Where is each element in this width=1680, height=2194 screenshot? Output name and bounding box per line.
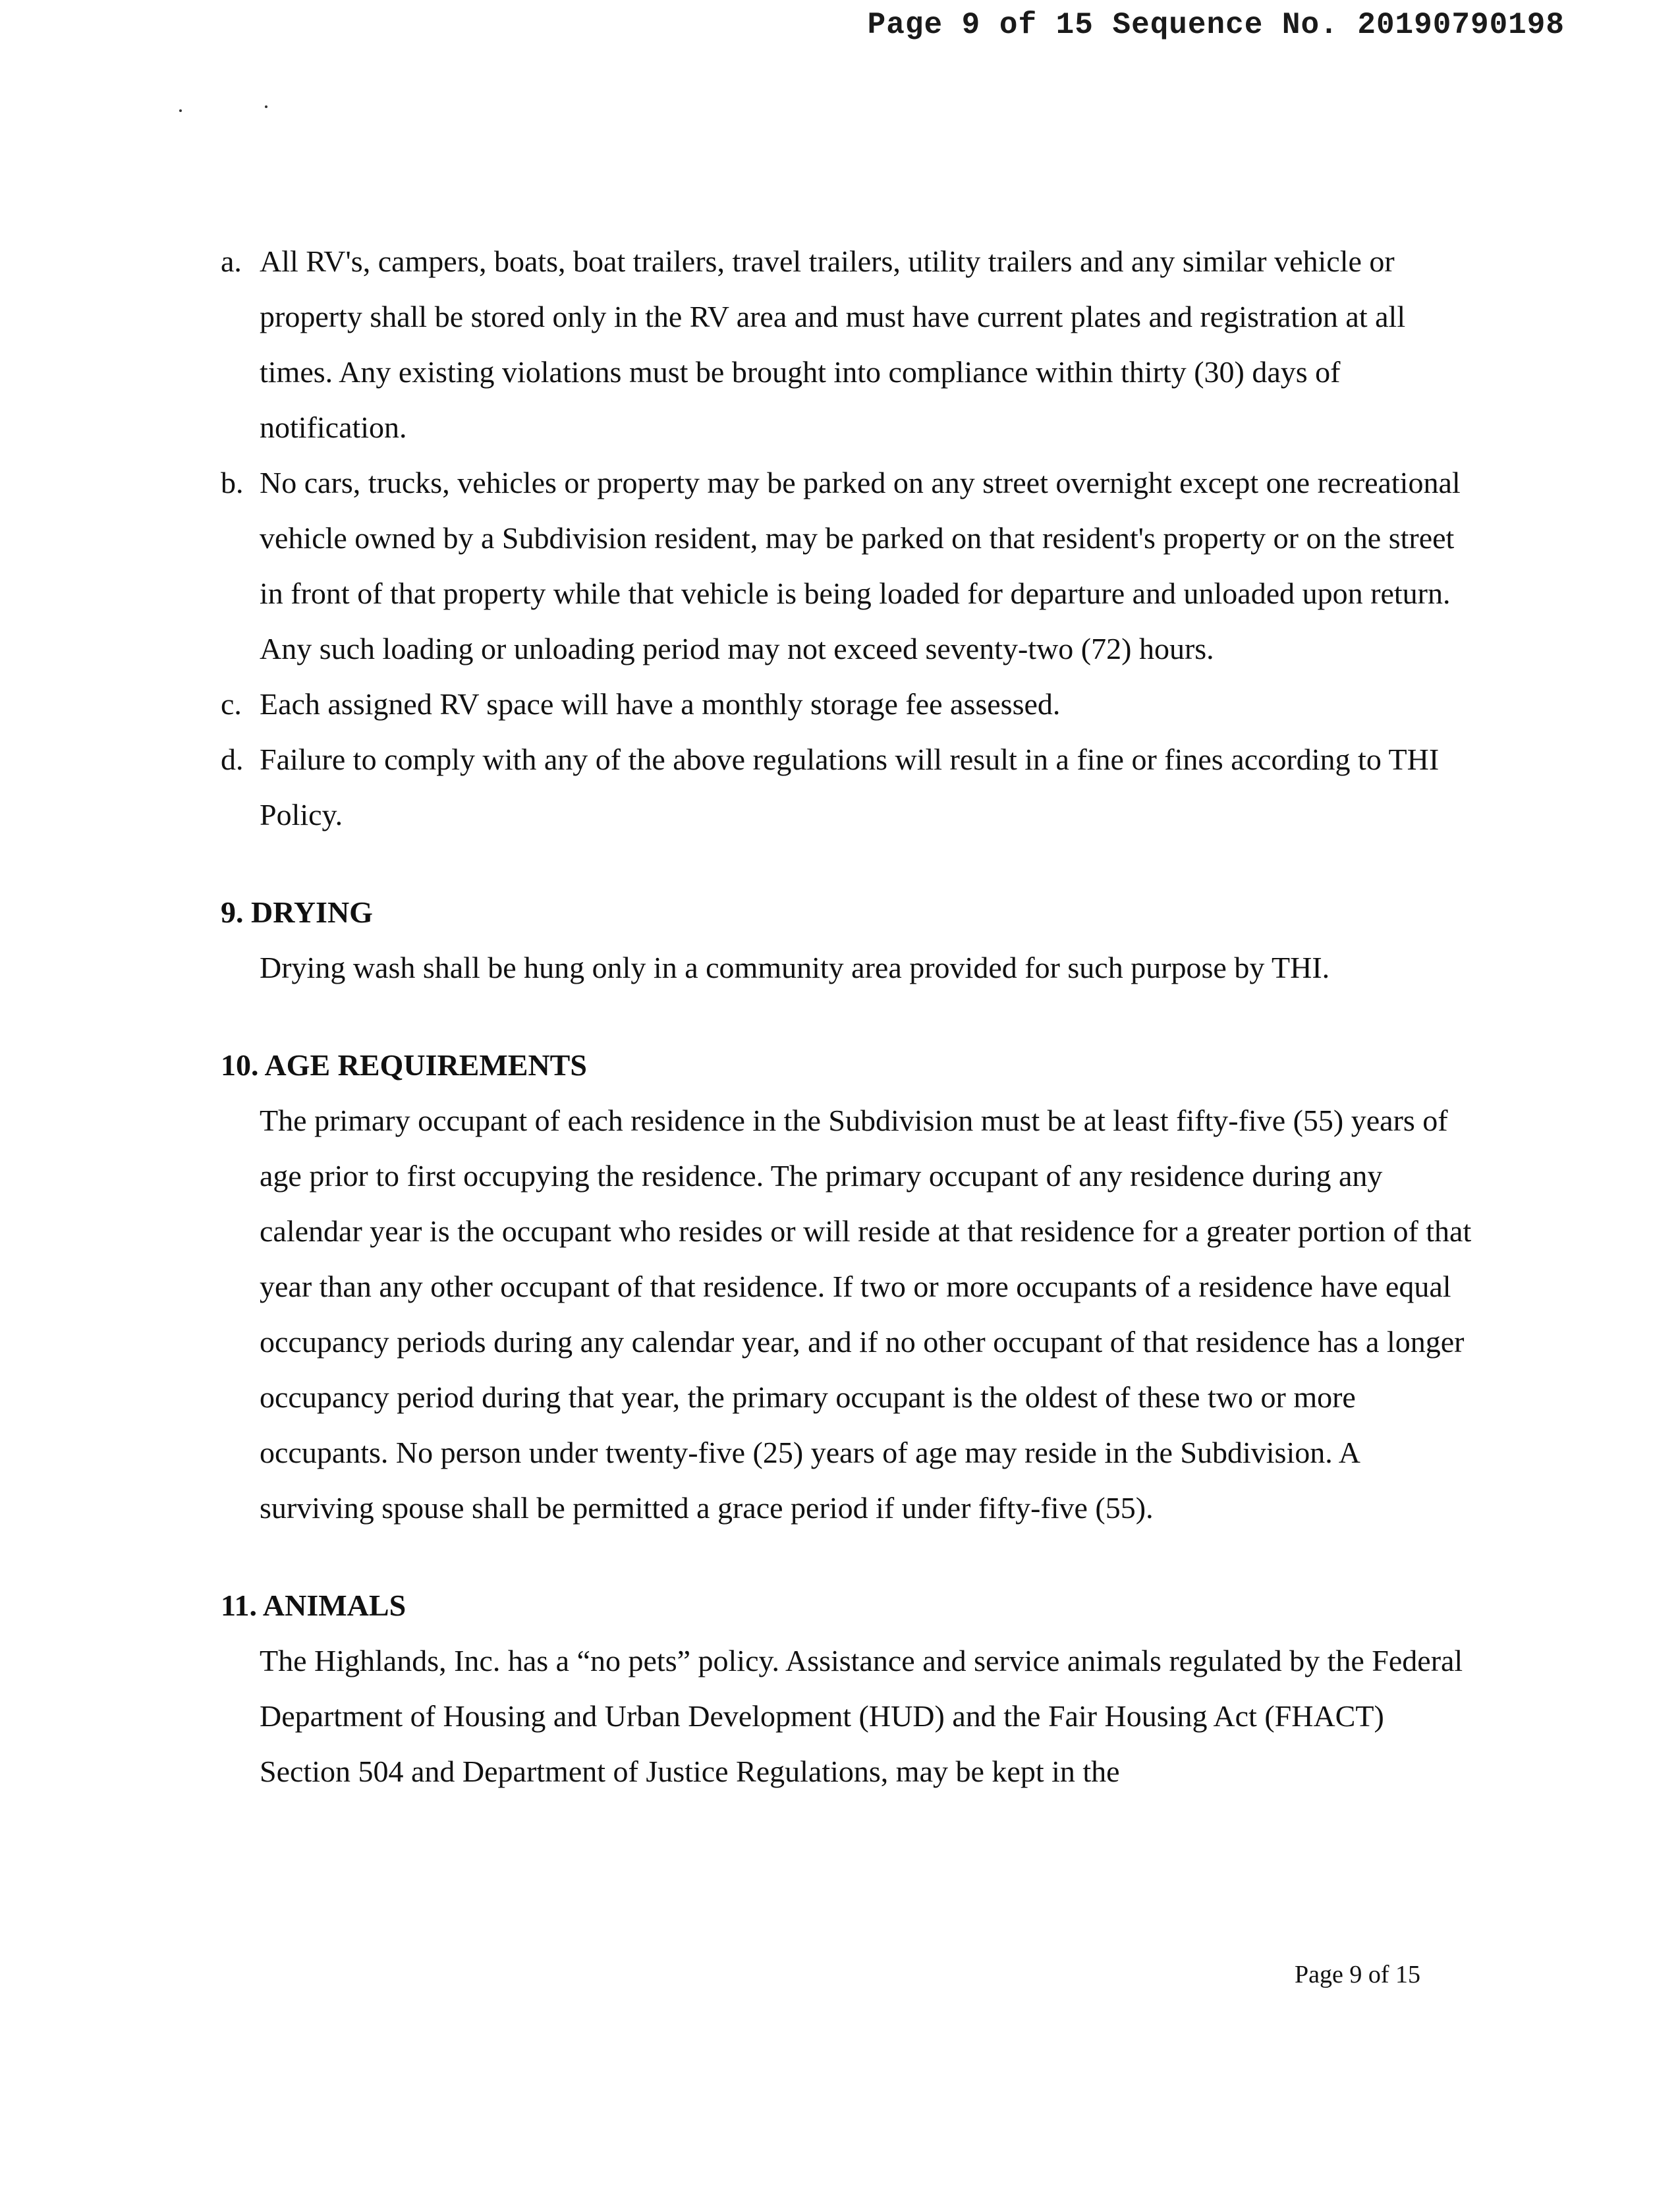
rv-regulations-list xyxy=(221,234,1472,843)
scan-speck xyxy=(265,105,267,108)
section-age-requirements xyxy=(221,1038,1472,1536)
footer-page-number: Page 9 of 15 xyxy=(1295,1961,1421,1988)
list-item-c xyxy=(221,677,1472,732)
list-item-text: Each assigned RV space will have a monthly storage fee assessed. xyxy=(260,687,1061,721)
list-item-text: Failure to comply with any of the above regulations will result in a fine or fines according to THI Policy. xyxy=(260,743,1440,831)
header-sequence-stamp: Page 9 of 15 Sequence No. 20190790198 xyxy=(867,8,1565,42)
list-item-a xyxy=(221,234,1472,455)
section-text: Drying wash shall be hung only in a community area provided for such purpose by THI. xyxy=(260,951,1330,984)
list-item-b xyxy=(221,455,1472,677)
section-heading: 11. ANIMALS xyxy=(221,1589,406,1622)
document-body xyxy=(221,234,1472,1799)
scan-speck xyxy=(179,109,182,112)
list-item-text: All RV's, campers, boats, boat trailers, travel trailers, utility trailers and any similar vehicle or property shall be stored only in the RV area and must have current plates and registration at all times. Any existing violations must be brought into compliance within thirty (30) days of notification. xyxy=(260,244,1406,444)
section-text: The Highlands, Inc. has a “no pets” policy. Assistance and service animals regulated by the Federal Department of Housing and Urban Development (HUD) and the Fair Housing Act (FHACT) Section 504 and Department of Justice Regulations, may be kept in the xyxy=(260,1644,1463,1788)
section-drying xyxy=(221,885,1472,996)
list-item-label: d. xyxy=(221,743,244,776)
list-item-label: c. xyxy=(221,687,242,721)
list-item-label: a. xyxy=(221,244,242,278)
list-item-label: b. xyxy=(221,466,244,499)
list-item-d xyxy=(221,732,1472,843)
section-heading: 9. DRYING xyxy=(221,895,373,929)
list-item-text: No cars, trucks, vehicles or property may be parked on any street overnight except one recreational vehicle owned by a Subdivision resident, may be parked on that resident's property or on the street in front of that property while that vehicle is being loaded for departure and unloaded upon return. Any such loading or unloading period may not exceed seventy-two (72) hours. xyxy=(260,466,1461,665)
section-text: The primary occupant of each residence in the Subdivision must be at least fifty-five (55) years of age prior to first occupying the residence. The primary occupant of any residence during any calendar year is the occupant who resides or will reside at that residence for a greater portion of that year than any other occupant of that residence. If two or more occupants of a residence have equal occupancy periods during any calendar year, and if no other occupant of that residence has a longer occupancy period during that year, the primary occupant is the oldest of these two or more occupants. No person under twenty-five (25) years of age may reside in the Subdivision. A surviving spouse shall be permitted a grace period if under fifty-five (55). xyxy=(260,1104,1472,1525)
section-animals xyxy=(221,1578,1472,1799)
section-heading: 10. AGE REQUIREMENTS xyxy=(221,1048,587,1082)
